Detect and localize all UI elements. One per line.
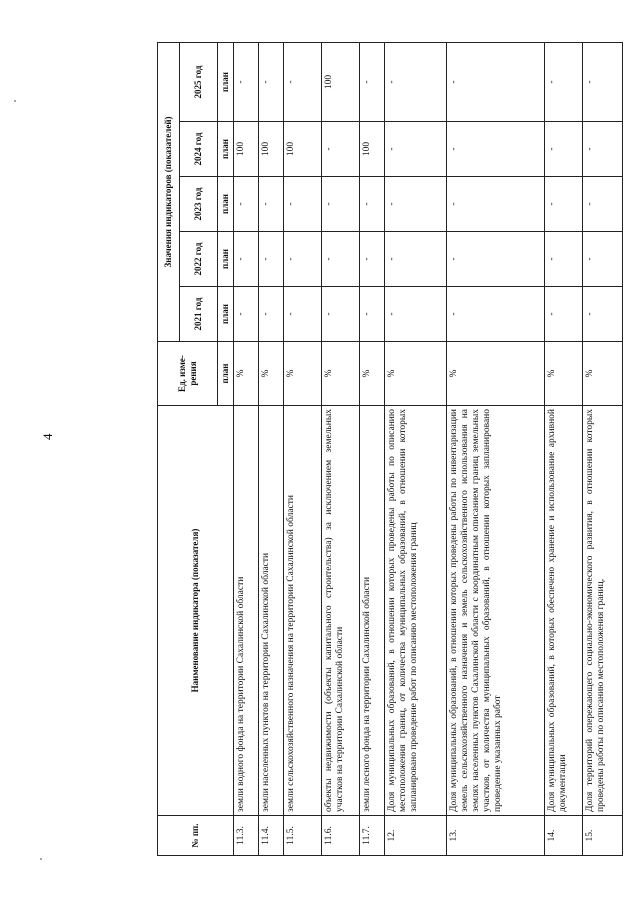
value-cell: - [284, 177, 322, 232]
header-year: 2022 год [180, 232, 218, 287]
indicator-name: земли населенных пунктов на территории Сахалинской области [259, 406, 284, 816]
value-cell: 100 [322, 42, 360, 121]
page-number: 4 [40, 433, 55, 440]
row-unit: % [545, 342, 583, 406]
value-cell: - [583, 122, 623, 177]
table-row [284, 42, 322, 855]
value-cell: - [583, 177, 623, 232]
header-plan: план [218, 232, 234, 287]
value-cell: - [322, 287, 360, 342]
value-cell: - [545, 177, 583, 232]
row-number: 11.7. [360, 816, 385, 856]
row-unit: % [385, 342, 447, 406]
scan-speck [14, 100, 16, 102]
scan-speck [40, 858, 42, 860]
value-cell: - [259, 287, 284, 342]
value-cell: - [284, 232, 322, 287]
table-row [259, 42, 284, 855]
header-num: № пп. [158, 816, 234, 856]
value-cell: - [234, 287, 259, 342]
header-plan: план [218, 342, 234, 406]
value-cell: - [545, 232, 583, 287]
value-cell: - [259, 177, 284, 232]
value-cell: - [322, 122, 360, 177]
header-plan: план [218, 122, 234, 177]
value-cell: - [545, 287, 583, 342]
header-name: Наименование индикатора (показателя) [158, 406, 234, 816]
row-number: 13. [447, 816, 545, 856]
row-unit: % [447, 342, 545, 406]
row-unit: % [259, 342, 284, 406]
value-cell: - [385, 42, 447, 121]
value-cell: - [583, 42, 623, 121]
value-cell: - [447, 287, 545, 342]
row-number: 11.3. [234, 816, 259, 856]
table-row [322, 42, 360, 855]
indicator-table [157, 42, 623, 856]
indicator-name: Доля муниципальных образований, в отношении которых проведены работы по описанию местоположения границ, от количества муниципальных образований, в отношении которых запланировано проведение работ по описанию местоположения границ [385, 406, 447, 816]
table-row [360, 42, 385, 855]
row-unit: % [322, 342, 360, 406]
value-cell: - [447, 177, 545, 232]
value-cell: - [360, 287, 385, 342]
value-cell: - [234, 232, 259, 287]
indicator-name: земли лесного фонда на территории Сахалинской области [360, 406, 385, 816]
indicator-name: Доля муниципальных образований, в отношении которых проведены работы по инвентаризации земель сельскохозяйственного назначения и земель сельскохозяйственного использования на землях населенных пунктов Сахалинской области с координатным описанием границ земельных участков, от количества муниципальных образований, в отношении которых запланировано проведение указанных работ [447, 406, 545, 816]
value-cell: - [545, 122, 583, 177]
value-cell: - [447, 122, 545, 177]
header-year: 2023 год [180, 177, 218, 232]
value-cell: - [322, 177, 360, 232]
value-cell: - [447, 232, 545, 287]
row-unit: % [284, 342, 322, 406]
indicator-name: Доля муниципальных образований, в которых обеспечено хранение и использование архивной документации [545, 406, 583, 816]
value-cell: - [322, 232, 360, 287]
value-cell: - [259, 232, 284, 287]
row-number: 14. [545, 816, 583, 856]
value-cell: - [360, 42, 385, 121]
value-cell: - [234, 42, 259, 121]
table-row [545, 42, 583, 855]
value-cell: - [234, 177, 259, 232]
header-values: Значения индикаторов (показателей) [158, 42, 180, 341]
indicator-name: земли сельскохозяйственного назначения на территории Сахалинской области [284, 406, 322, 816]
header-unit: Ед. изме-рения [158, 342, 218, 406]
value-cell: 100 [234, 122, 259, 177]
row-unit: % [234, 342, 259, 406]
value-cell: - [385, 177, 447, 232]
row-number: 11.5. [284, 816, 322, 856]
header-plan: план [218, 177, 234, 232]
value-cell: - [385, 232, 447, 287]
value-cell: - [385, 122, 447, 177]
table-row [385, 42, 447, 855]
value-cell: - [583, 287, 623, 342]
value-cell: 100 [259, 122, 284, 177]
value-cell: - [583, 232, 623, 287]
value-cell: - [360, 177, 385, 232]
indicator-name: земли водного фонда на территории Сахалинской области [234, 406, 259, 816]
value-cell: - [259, 42, 284, 121]
header-year: 2024 год [180, 122, 218, 177]
table-row [583, 42, 623, 855]
value-cell: - [284, 42, 322, 121]
header-plan: план [218, 42, 234, 121]
header-year: 2021 год [180, 287, 218, 342]
rotated-table-container [157, 43, 606, 856]
value-cell: - [545, 42, 583, 121]
value-cell: - [284, 287, 322, 342]
row-unit: % [583, 342, 623, 406]
header-year: 2025 год [180, 42, 218, 121]
row-number: 11.6. [322, 816, 360, 856]
row-number: 11.4. [259, 816, 284, 856]
row-number: 12. [385, 816, 447, 856]
value-cell: 100 [360, 122, 385, 177]
value-cell: - [385, 287, 447, 342]
row-unit: % [360, 342, 385, 406]
value-cell: 100 [284, 122, 322, 177]
value-cell: - [447, 42, 545, 121]
indicator-name: объекты недвижимости (объекты капитального строительства) за исключением земельных участков на территории Сахалинской области [322, 406, 360, 816]
header-plan: план [218, 287, 234, 342]
value-cell: - [360, 232, 385, 287]
table-row [447, 42, 545, 855]
indicator-name: Доля территорий опережающего социально-экономического развития, в отношении которых проведены работы по описанию местоположения границ, [583, 406, 623, 816]
row-number: 15. [583, 816, 623, 856]
table-row [234, 42, 259, 855]
